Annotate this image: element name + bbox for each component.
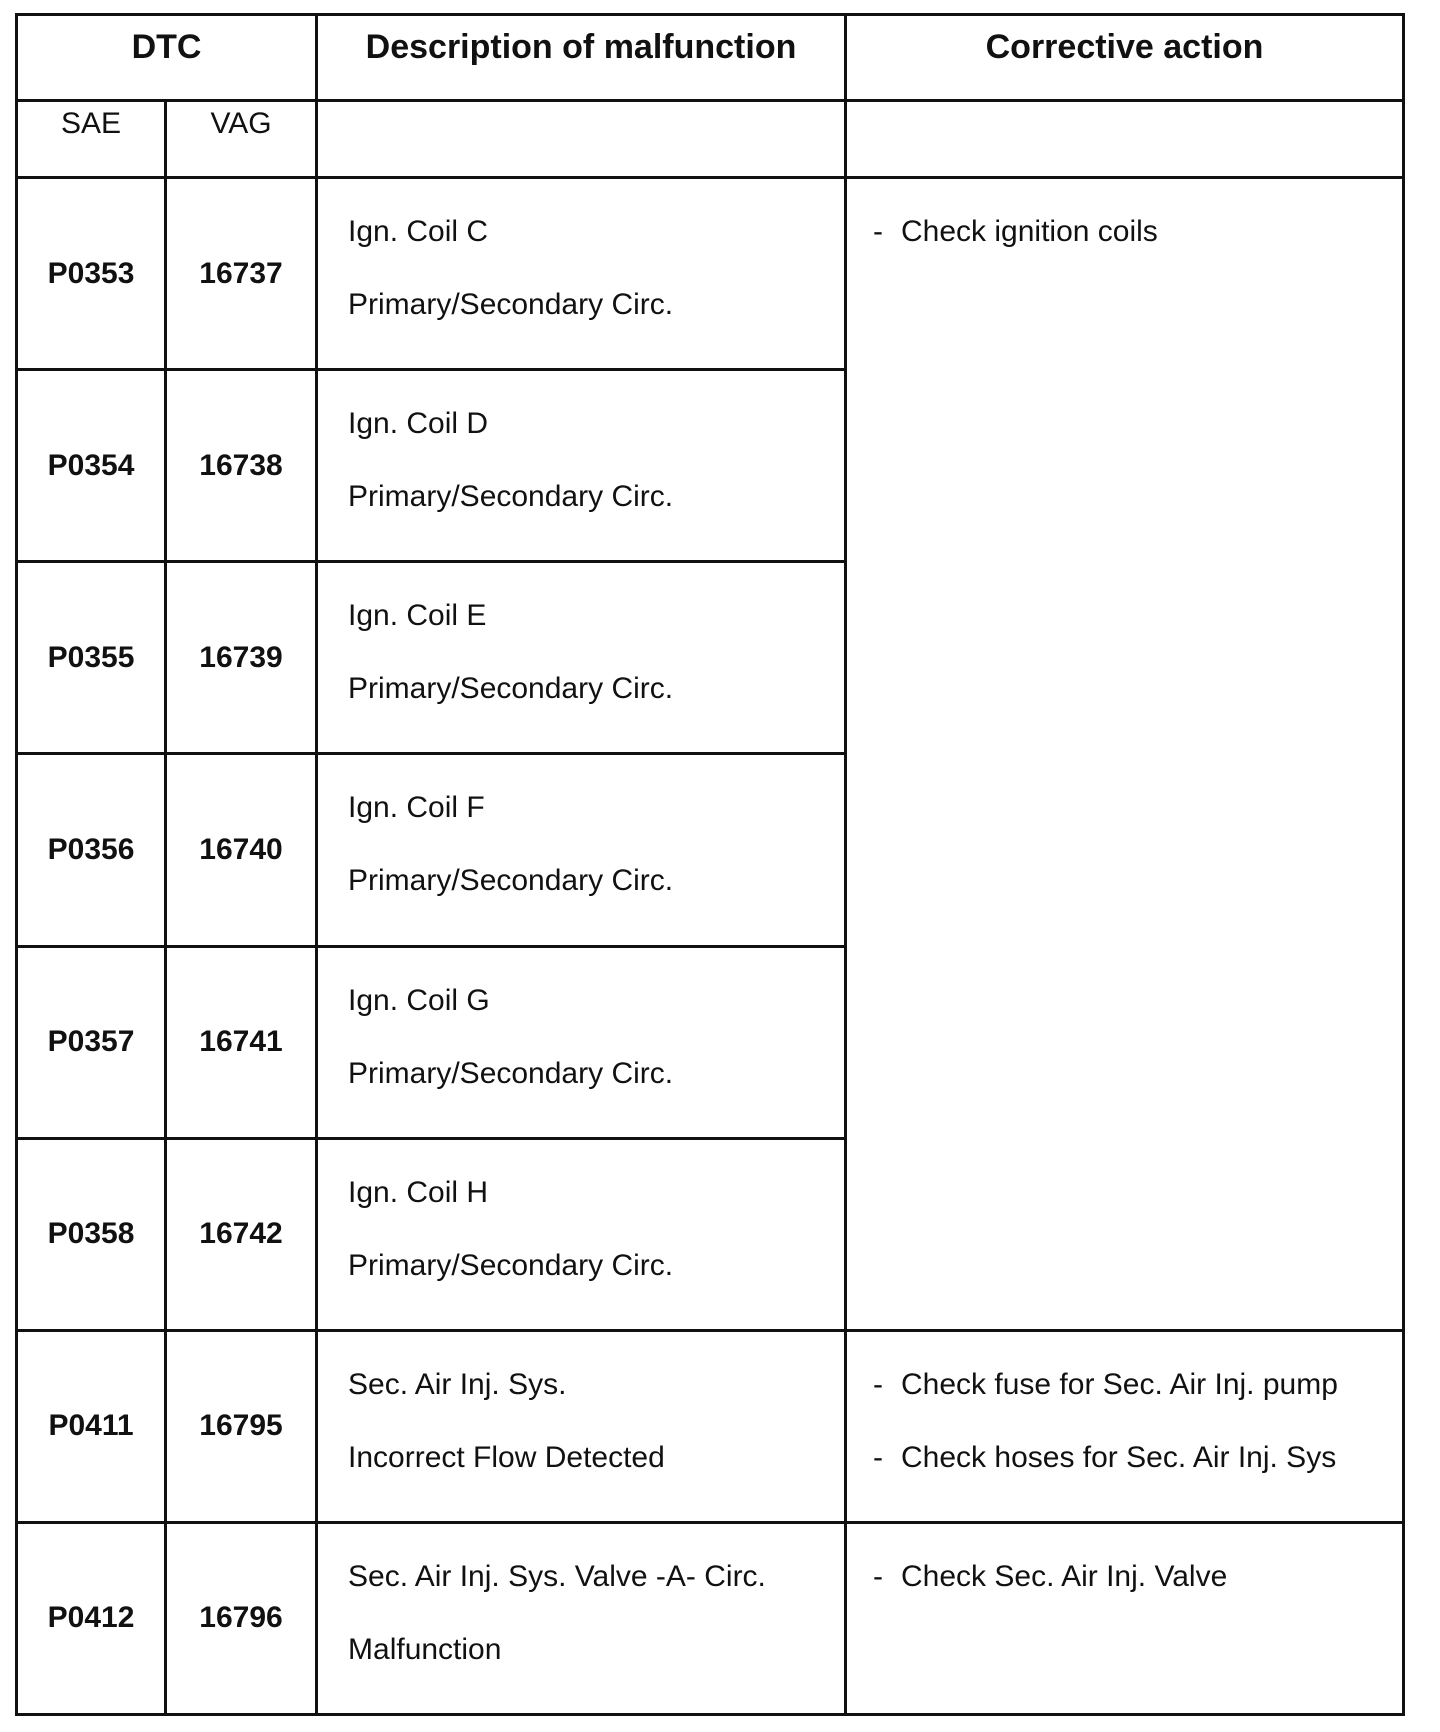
table-row [17,178,1404,370]
sae-code: P0411 [17,1330,166,1522]
description-line: Incorrect Flow Detected [348,1440,665,1474]
vag-code: 16737 [166,178,317,370]
description-line: Ign. Coil D [348,407,489,441]
sae-code: P0358 [17,1138,166,1330]
header-corrective-action: Corrective action [846,15,1404,101]
corrective-action-p0411 [846,1330,1404,1522]
subheader-row [17,101,1404,178]
description-line: Ign. Coil G [348,983,490,1017]
header-sae: SAE [17,101,166,178]
description-line: Primary/Secondary Circ. [348,864,674,898]
bullet-dash: - [873,215,884,249]
description-line: Primary/Secondary Circ. [348,288,674,322]
description-line: Primary/Secondary Circ. [348,480,674,514]
vag-code: 16796 [166,1522,317,1714]
subheader-empty-action [846,101,1404,178]
description-line: Sec. Air Inj. Sys. Valve -A- Circ. [348,1559,766,1593]
malfunction-description [317,1330,846,1522]
table-row [17,1522,1404,1714]
corrective-action-coils [846,178,1404,1331]
action-text: Check hoses for Sec. Air Inj. Sys [901,1440,1337,1474]
vag-code: 16739 [166,562,317,754]
vag-code: 16795 [166,1330,317,1522]
description-line: Primary/Secondary Circ. [348,1248,674,1282]
malfunction-description [317,754,846,946]
malfunction-description [317,562,846,754]
bullet-dash: - [873,1559,884,1593]
bullet-dash: - [873,1367,884,1401]
header-dtc: DTC [17,15,317,101]
malfunction-description [317,1138,846,1330]
action-item [873,1441,1402,1475]
malfunction-description [317,1522,846,1714]
description-line: Sec. Air Inj. Sys. [348,1367,567,1401]
vag-code: 16740 [166,754,317,946]
description-line: Primary/Secondary Circ. [348,672,674,706]
action-item [873,1368,1402,1402]
header-row [17,15,1404,101]
malfunction-description [317,370,846,562]
vag-code: 16742 [166,1138,317,1330]
sae-code: P0354 [17,370,166,562]
action-item [873,215,1402,249]
bullet-dash: - [873,1440,884,1474]
table-row [17,1330,1404,1522]
sae-code: P0355 [17,562,166,754]
description-line: Ign. Coil H [348,1175,489,1209]
action-text: Check Sec. Air Inj. Valve [901,1559,1228,1593]
action-item [873,1560,1402,1594]
sae-code: P0353 [17,178,166,370]
sae-code: P0357 [17,946,166,1138]
description-line: Primary/Secondary Circ. [348,1056,674,1090]
malfunction-description [317,946,846,1138]
vag-code: 16741 [166,946,317,1138]
corrective-action-p0412 [846,1522,1404,1714]
dtc-table [15,13,1405,1716]
description-line: Ign. Coil C [348,215,489,249]
action-text: Check ignition coils [901,215,1158,249]
vag-code: 16738 [166,370,317,562]
description-line: Ign. Coil E [348,599,487,633]
sae-code: P0412 [17,1522,166,1714]
sae-code: P0356 [17,754,166,946]
header-vag: VAG [166,101,317,178]
description-line: Ign. Coil F [348,791,485,825]
description-line: Malfunction [348,1632,502,1666]
header-description: Description of malfunction [317,15,846,101]
subheader-empty-description [317,101,846,178]
malfunction-description [317,178,846,370]
action-text: Check fuse for Sec. Air Inj. pump [901,1367,1338,1401]
